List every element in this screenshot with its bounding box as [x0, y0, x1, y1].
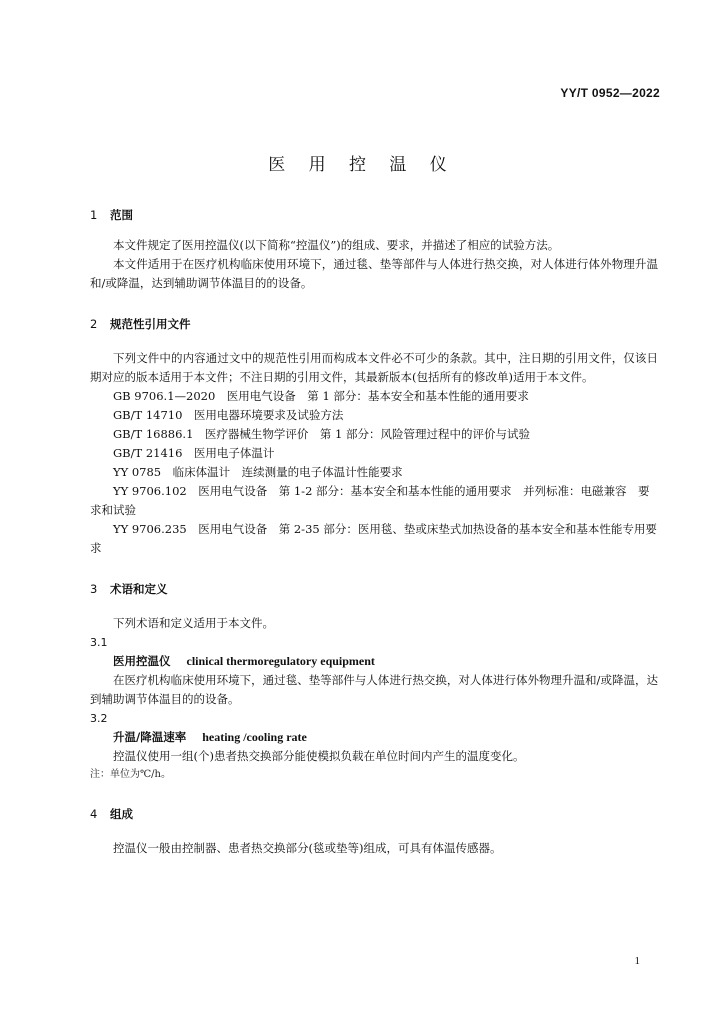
section-1-paragraph-2: 本文件适用于在医疗机构临床使用环境下，通过毯、垫等部件与人体进行热交换，对人体进行体外物理升温和/或降温，达到辅助调节体温目的的设备。 — [90, 257, 658, 290]
section-4-heading: 4 组成 — [90, 807, 133, 821]
reference-item: GB/T 21416 医用电子体温计 — [113, 446, 275, 460]
section-4-paragraph-1: 控温仪一般由控制器、患者热交换部分(毯或垫等)组成，可具有体温传感器。 — [113, 841, 502, 855]
term-name-en: clinical thermoregulatory equipment — [186, 654, 375, 668]
term-name-zh: 医用控温仪 — [113, 654, 171, 668]
reference-item: GB/T 16886.1 医疗器械生物学评价 第 1 部分：风险管理过程中的评价与试验 — [113, 427, 531, 441]
section-2-intro: 下列文件中的内容通过文中的规范性引用而构成本文件必不可少的条款。其中，注日期的引用文件，仅该日期对应的版本适用于本文件；不注日期的引用文件，其最新版本(包括所有的修改单)适用于本文件。 — [90, 351, 658, 384]
section-2-heading: 2 规范性引用文件 — [90, 317, 191, 331]
term-note: 注：单位为℃/h。 — [90, 769, 171, 780]
section-3-heading: 3 术语和定义 — [90, 582, 168, 596]
reference-item: YY 9706.235 医用电气设备 第 2-35 部分：医用毯、垫或床垫式加热设备的基本安全和基本性能专用要求 — [90, 522, 657, 555]
term-name-en: heating /cooling rate — [202, 730, 307, 744]
section-1-heading: 1 范围 — [90, 208, 133, 222]
term-definition: 在医疗机构临床使用环境下，通过毯、垫等部件与人体进行热交换，对人体进行体外物理升温和/或降温，达到辅助调节体温目的的设备。 — [90, 673, 658, 706]
term-number: 3.2 — [90, 712, 108, 725]
term-definition: 控温仪使用一组(个)患者热交换部分能使模拟负载在单位时间内产生的温度变化。 — [113, 749, 525, 763]
document-title: 医 用 控 温 仪 — [268, 155, 456, 175]
reference-item: YY 0785 临床体温计 连续测量的电子体温计性能要求 — [113, 465, 403, 479]
reference-item: GB 9706.1—2020 医用电气设备 第 1 部分：基本安全和基本性能的通用要求 — [113, 389, 529, 403]
document-body — [90, 206, 658, 858]
reference-item: YY 9706.102 医用电气设备 第 1-2 部分：基本安全和基本性能的通用要求 并列标准：电磁兼容 要求和试验 — [90, 484, 650, 517]
page-number: 1 — [634, 955, 640, 967]
term-name-zh: 升温/降温速率 — [113, 730, 187, 744]
section-3-intro: 下列术语和定义适用于本文件。 — [113, 616, 274, 630]
term-entry — [90, 652, 658, 671]
reference-item: GB/T 14710 医用电器环境要求及试验方法 — [113, 408, 344, 422]
standard-code: YY/T 0952—2022 — [560, 86, 660, 100]
section-1-paragraph-1: 本文件规定了医用控温仪(以下简称“控温仪”)的组成、要求，并描述了相应的试验方法。 — [113, 238, 560, 252]
term-entry — [90, 728, 658, 747]
term-number: 3.1 — [90, 636, 108, 649]
